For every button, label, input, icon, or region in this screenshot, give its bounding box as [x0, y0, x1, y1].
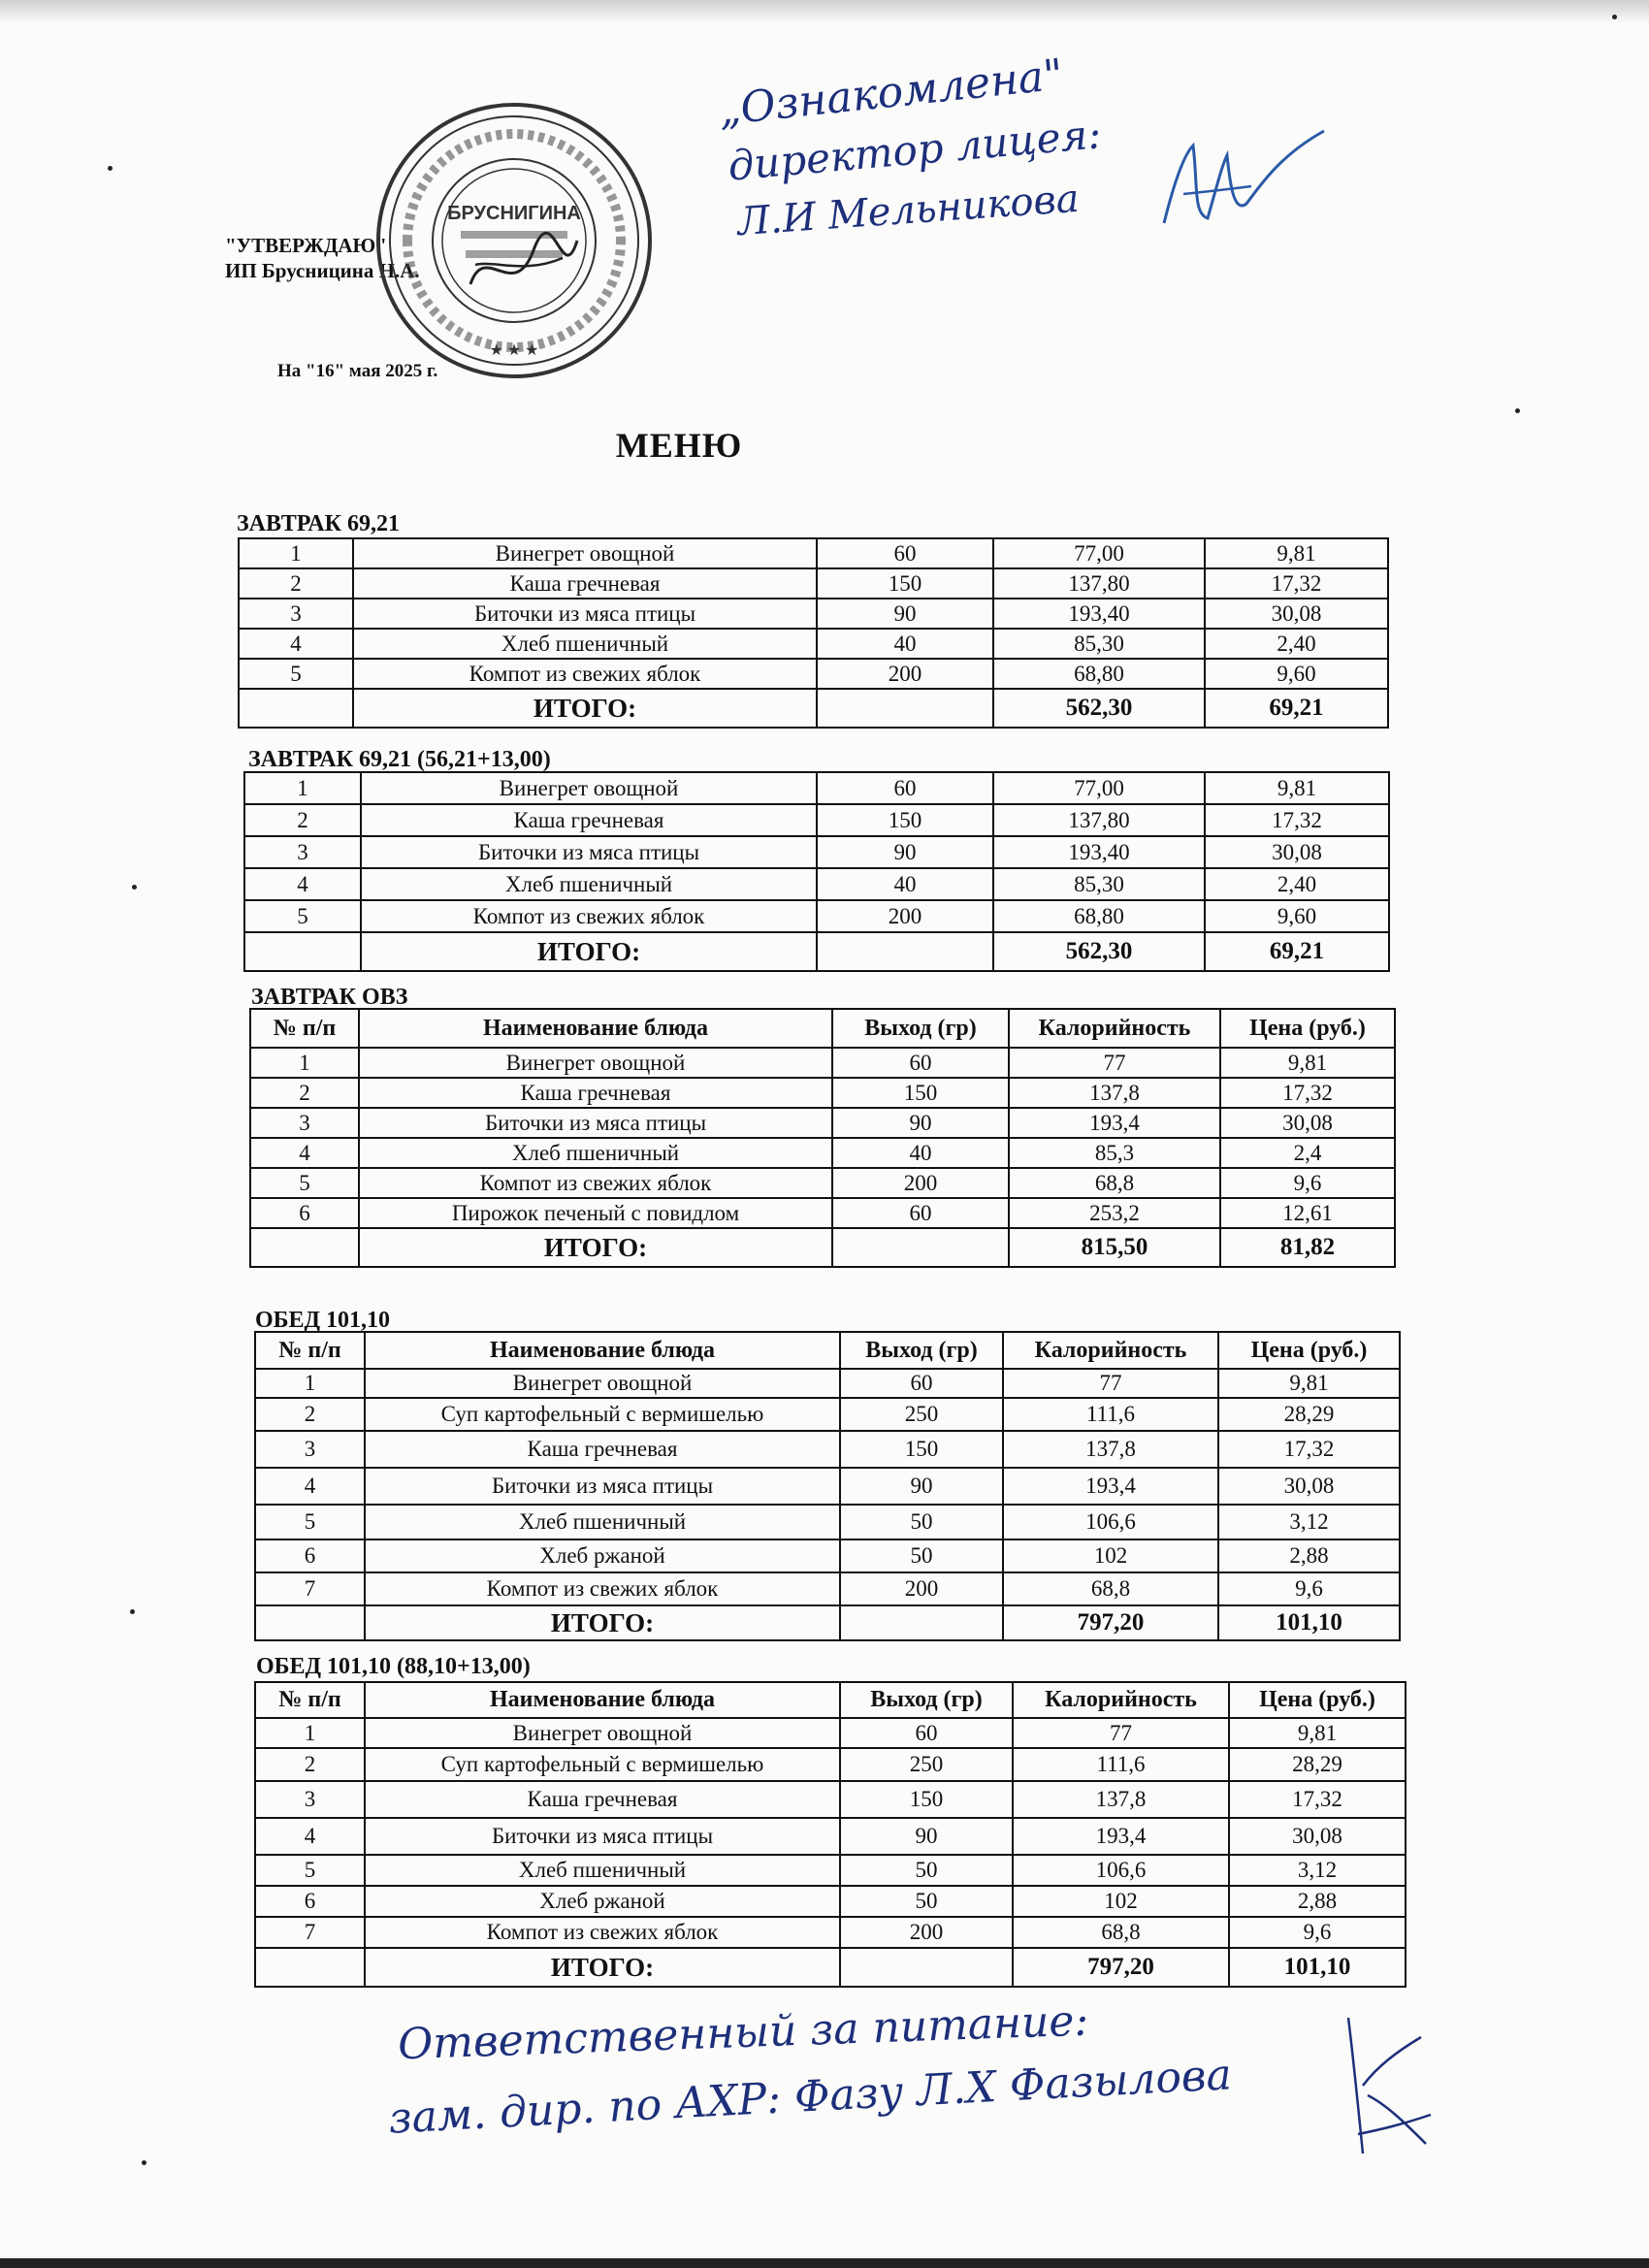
table-cell: 12,61 [1220, 1198, 1395, 1228]
round-stamp [369, 95, 660, 386]
table-cell [840, 1948, 1013, 1987]
table-row [239, 599, 1388, 629]
table-cell: 5 [255, 1505, 365, 1539]
table-cell: 4 [250, 1138, 359, 1168]
hand-footer-line-2: зам. дир. по АХР: Фазу Л.Х Фазылова [387, 2050, 1233, 2144]
table-cell: 85,30 [993, 629, 1205, 659]
table-header-cell: Калорийность [1003, 1332, 1218, 1369]
table-row [250, 1138, 1395, 1168]
table-cell: 3 [239, 599, 353, 629]
table-cell: 200 [817, 659, 993, 689]
table-cell: Винегрет овощной [359, 1048, 832, 1078]
scan-edge-top [0, 0, 1649, 23]
table-cell: 60 [840, 1369, 1003, 1398]
table-cell: 9,6 [1218, 1572, 1400, 1605]
table-cell: 9,81 [1229, 1718, 1406, 1748]
table-cell: ИТОГО: [359, 1228, 832, 1267]
table-cell: 137,8 [1009, 1078, 1220, 1108]
table-cell: Суп картофельный с вермишелью [365, 1748, 840, 1781]
menu-table-breakfast [238, 537, 1389, 729]
table-cell: 253,2 [1009, 1198, 1220, 1228]
table-cell: 200 [832, 1168, 1009, 1198]
table-header-cell: Наименование блюда [359, 1009, 832, 1048]
table-cell: 2 [244, 804, 361, 836]
svg-text:★ ★ ★: ★ ★ ★ [489, 342, 539, 359]
table-cell: Хлеб ржаной [365, 1886, 840, 1917]
table-cell: 150 [840, 1431, 1003, 1468]
menu-table-breakfast-ovz [249, 1008, 1396, 1268]
table-cell: 3,12 [1218, 1505, 1400, 1539]
table-cell: 30,08 [1220, 1108, 1395, 1138]
total-row [250, 1228, 1395, 1267]
table-cell: Хлеб ржаной [365, 1539, 840, 1572]
table-cell: 3 [250, 1108, 359, 1138]
table-cell: 9,81 [1220, 1048, 1395, 1078]
table-cell: 3,12 [1229, 1855, 1406, 1886]
table-cell: 1 [255, 1369, 365, 1398]
table-cell: Хлеб пшеничный [365, 1505, 840, 1539]
table-cell: 17,32 [1229, 1781, 1406, 1818]
scan-speck [1515, 408, 1520, 413]
table-cell: 193,4 [1003, 1468, 1218, 1505]
table-cell: 17,32 [1220, 1078, 1395, 1108]
table-cell: Компот из свежих яблок [365, 1572, 840, 1605]
table-cell: 2 [255, 1398, 365, 1431]
table-cell: 2,40 [1205, 868, 1389, 900]
table-row [250, 1048, 1395, 1078]
table-cell: 69,21 [1205, 689, 1388, 728]
table-cell: Каша гречневая [365, 1781, 840, 1818]
scan-edge-bottom [0, 2258, 1649, 2268]
table-cell: 17,32 [1218, 1431, 1400, 1468]
table-cell: Каша гречневая [365, 1431, 840, 1468]
table-cell: Компот из свежих яблок [359, 1168, 832, 1198]
table-cell: 50 [840, 1505, 1003, 1539]
menu-table-lunch [254, 1331, 1401, 1641]
table-cell: 68,8 [1009, 1168, 1220, 1198]
table-cell: 4 [244, 868, 361, 900]
table-cell: 40 [817, 629, 993, 659]
table-cell: ИТОГО: [353, 689, 817, 728]
table-cell: 50 [840, 1855, 1013, 1886]
page-title: МЕНЮ [615, 426, 743, 465]
table-cell [255, 1605, 365, 1640]
table-cell: 90 [840, 1468, 1003, 1505]
table-cell: 7 [255, 1917, 365, 1948]
table-cell: 28,29 [1229, 1748, 1406, 1781]
table-cell: 17,32 [1205, 804, 1389, 836]
table-cell: 30,08 [1205, 836, 1389, 868]
table-row [239, 659, 1388, 689]
table-cell: 2 [239, 568, 353, 599]
table-cell: 250 [840, 1748, 1013, 1781]
table-cell: 5 [244, 900, 361, 932]
table-cell: 150 [817, 568, 993, 599]
table-cell: 81,82 [1220, 1228, 1395, 1267]
table-cell: 77 [1013, 1718, 1229, 1748]
scan-speck [132, 885, 137, 890]
hand-line-3: Л.И Мельникова [735, 176, 1081, 245]
table-cell: 60 [832, 1198, 1009, 1228]
table-row [250, 1078, 1395, 1108]
table-cell: 111,6 [1003, 1398, 1218, 1431]
table-cell: Биточки из мяса птицы [361, 836, 817, 868]
table-cell: 40 [832, 1138, 1009, 1168]
table-cell: 17,32 [1205, 568, 1388, 599]
table-header-cell: Наименование блюда [365, 1332, 840, 1369]
table-cell: 137,80 [993, 804, 1205, 836]
table-row [255, 1748, 1406, 1781]
table-cell: 4 [255, 1818, 365, 1855]
table-cell: 102 [1003, 1539, 1218, 1572]
table-cell: 137,80 [993, 568, 1205, 599]
table-cell: 562,30 [993, 689, 1205, 728]
table-cell: Компот из свежих яблок [365, 1917, 840, 1948]
table-cell [817, 932, 993, 971]
table-cell: Каша гречневая [361, 804, 817, 836]
table-header-cell: Выход (гр) [840, 1332, 1003, 1369]
section-title-breakfast-ovz: ЗАВТРАК ОВЗ [251, 985, 408, 1010]
table-cell: 101,10 [1218, 1605, 1400, 1640]
table-cell [255, 1948, 365, 1987]
total-row [244, 932, 1389, 971]
responsible-signature [1329, 1998, 1436, 2173]
table-cell: 77,00 [993, 538, 1205, 568]
section-title-breakfast-split: ЗАВТРАК 69,21 (56,21+13,00) [248, 747, 551, 772]
table-cell: 85,30 [993, 868, 1205, 900]
table-cell: 3 [244, 836, 361, 868]
table-cell: Хлеб пшеничный [359, 1138, 832, 1168]
table-header-cell: Наименование блюда [365, 1682, 840, 1718]
table-row [255, 1505, 1400, 1539]
table-cell: 9,6 [1229, 1917, 1406, 1948]
table-row [255, 1886, 1406, 1917]
table-header-cell: Выход (гр) [840, 1682, 1013, 1718]
table-header-row [250, 1009, 1395, 1048]
menu-table-lunch-split [254, 1681, 1406, 1988]
table-row [255, 1468, 1400, 1505]
table-row [244, 804, 1389, 836]
table-cell: 60 [832, 1048, 1009, 1078]
table-cell: Компот из свежих яблок [353, 659, 817, 689]
table-cell: 85,3 [1009, 1138, 1220, 1168]
table-header-row [255, 1682, 1406, 1718]
table-cell: 30,08 [1218, 1468, 1400, 1505]
table-cell: 200 [840, 1572, 1003, 1605]
table-cell: 6 [255, 1886, 365, 1917]
table-header-cell: Цена (руб.) [1220, 1009, 1395, 1048]
table-cell: 250 [840, 1398, 1003, 1431]
table-row [255, 1718, 1406, 1748]
table-cell: 30,08 [1229, 1818, 1406, 1855]
table-row [255, 1539, 1400, 1572]
table-cell: Винегрет овощной [365, 1369, 840, 1398]
table-cell: 2,88 [1229, 1886, 1406, 1917]
handwritten-responsible [387, 1995, 1368, 2163]
stamp-name: БРУСНИГИНА [447, 203, 581, 224]
table-cell: 2 [250, 1078, 359, 1108]
table-cell: Биточки из мяса птицы [359, 1108, 832, 1138]
table-cell [244, 932, 361, 971]
table-row [255, 1398, 1400, 1431]
table-cell: 797,20 [1003, 1605, 1218, 1640]
table-cell: 77 [1009, 1048, 1220, 1078]
table-cell: 6 [255, 1539, 365, 1572]
table-cell: Хлеб пшеничный [361, 868, 817, 900]
table-cell: 150 [817, 804, 993, 836]
total-row [255, 1948, 1406, 1987]
table-cell: 2,88 [1218, 1539, 1400, 1572]
table-cell: 193,4 [1009, 1108, 1220, 1138]
table-row [250, 1198, 1395, 1228]
table-row [244, 900, 1389, 932]
table-row [244, 868, 1389, 900]
table-cell: 50 [840, 1886, 1013, 1917]
table-cell: 9,81 [1218, 1369, 1400, 1398]
table-cell: 200 [840, 1917, 1013, 1948]
approval-date: На "16" мая 2025 г. [277, 361, 438, 381]
table-row [239, 538, 1388, 568]
table-cell: 9,60 [1205, 659, 1388, 689]
table-header-row [255, 1332, 1400, 1369]
table-cell: 3 [255, 1781, 365, 1818]
section-title-lunch-split: ОБЕД 101,10 (88,10+13,00) [256, 1654, 531, 1679]
table-cell: 2,40 [1205, 629, 1388, 659]
table-cell: 9,60 [1205, 900, 1389, 932]
table-header-cell: № п/п [255, 1332, 365, 1369]
table-cell: 60 [840, 1718, 1013, 1748]
director-signature [1154, 126, 1329, 243]
table-row [250, 1108, 1395, 1138]
table-cell: 2 [255, 1748, 365, 1781]
table-header-cell: Калорийность [1013, 1682, 1229, 1718]
table-cell: 40 [817, 868, 993, 900]
table-cell: 2,4 [1220, 1138, 1395, 1168]
table-cell: 90 [817, 836, 993, 868]
table-row [250, 1168, 1395, 1198]
table-cell: 69,21 [1205, 932, 1389, 971]
table-cell [832, 1228, 1009, 1267]
table-cell: 5 [250, 1168, 359, 1198]
table-cell: 68,8 [1003, 1572, 1218, 1605]
table-cell: Винегрет овощной [361, 772, 817, 804]
table-cell: 30,08 [1205, 599, 1388, 629]
table-cell: ИТОГО: [365, 1948, 840, 1987]
table-cell: ИТОГО: [365, 1605, 840, 1640]
table-row [244, 772, 1389, 804]
table-cell: 562,30 [993, 932, 1205, 971]
table-cell: Каша гречневая [353, 568, 817, 599]
table-cell: 60 [817, 772, 993, 804]
table-cell: Пирожок печеный с повидлом [359, 1198, 832, 1228]
table-cell: 106,6 [1003, 1505, 1218, 1539]
table-cell: 797,20 [1013, 1948, 1229, 1987]
table-cell: 150 [832, 1078, 1009, 1108]
table-cell: 68,80 [993, 659, 1205, 689]
table-cell: 9,6 [1220, 1168, 1395, 1198]
table-cell: 193,4 [1013, 1818, 1229, 1855]
total-row [239, 689, 1388, 728]
table-cell: 77 [1003, 1369, 1218, 1398]
hand-line-2: директор лицея: [726, 110, 1104, 190]
table-cell: 77,00 [993, 772, 1205, 804]
approve-label: "УТВЕРЖДАЮ" [225, 234, 387, 257]
table-cell: 90 [832, 1108, 1009, 1138]
table-cell: 4 [239, 629, 353, 659]
table-row [255, 1818, 1406, 1855]
approve-person: ИП Брусницина Н.А. [225, 259, 420, 282]
table-row [255, 1781, 1406, 1818]
table-cell: 60 [817, 538, 993, 568]
table-cell: 3 [255, 1431, 365, 1468]
section-title-breakfast: ЗАВТРАК 69,21 [237, 511, 401, 536]
table-cell: ИТОГО: [361, 932, 817, 971]
scan-speck [142, 2160, 146, 2165]
table-cell [840, 1605, 1003, 1640]
table-row [255, 1572, 1400, 1605]
table-cell: 1 [255, 1718, 365, 1748]
table-cell: 102 [1013, 1886, 1229, 1917]
scan-speck [1612, 15, 1617, 19]
table-cell: 9,81 [1205, 772, 1389, 804]
table-cell [239, 689, 353, 728]
table-cell: 68,8 [1013, 1917, 1229, 1948]
section-title-lunch: ОБЕД 101,10 [255, 1308, 391, 1333]
table-cell: Хлеб пшеничный [365, 1855, 840, 1886]
scan-speck [108, 166, 113, 171]
table-cell: Винегрет овощной [353, 538, 817, 568]
table-cell: Биточки из мяса птицы [365, 1468, 840, 1505]
hand-footer-line-1: Ответственный за питание: [397, 1995, 1090, 2070]
table-row [244, 836, 1389, 868]
table-row [255, 1855, 1406, 1886]
table-cell: 90 [840, 1818, 1013, 1855]
table-header-cell: № п/п [255, 1682, 365, 1718]
table-cell: 50 [840, 1539, 1003, 1572]
table-cell: Компот из свежих яблок [361, 900, 817, 932]
table-cell: 6 [250, 1198, 359, 1228]
table-cell: Суп картофельный с вермишелью [365, 1398, 840, 1431]
table-cell: 150 [840, 1781, 1013, 1818]
table-header-cell: № п/п [250, 1009, 359, 1048]
scan-speck [130, 1609, 135, 1614]
table-cell: 815,50 [1009, 1228, 1220, 1267]
table-cell: 101,10 [1229, 1948, 1406, 1987]
table-row [255, 1431, 1400, 1468]
table-cell: 5 [239, 659, 353, 689]
table-cell: 193,40 [993, 836, 1205, 868]
table-cell: 1 [250, 1048, 359, 1078]
table-cell [250, 1228, 359, 1267]
table-cell: 4 [255, 1468, 365, 1505]
table-row [255, 1369, 1400, 1398]
table-cell: 1 [239, 538, 353, 568]
table-cell: 111,6 [1013, 1748, 1229, 1781]
table-header-cell: Калорийность [1009, 1009, 1220, 1048]
table-row [239, 629, 1388, 659]
table-cell: 5 [255, 1855, 365, 1886]
table-cell: 106,6 [1013, 1855, 1229, 1886]
table-cell: 193,40 [993, 599, 1205, 629]
table-cell: 9,81 [1205, 538, 1388, 568]
table-cell: Хлеб пшеничный [353, 629, 817, 659]
table-cell: 90 [817, 599, 993, 629]
table-cell [817, 689, 993, 728]
table-header-cell: Цена (руб.) [1218, 1332, 1400, 1369]
table-row [255, 1917, 1406, 1948]
table-cell: 200 [817, 900, 993, 932]
table-cell: 137,8 [1013, 1781, 1229, 1818]
table-cell: Каша гречневая [359, 1078, 832, 1108]
table-cell: 68,80 [993, 900, 1205, 932]
table-header-cell: Цена (руб.) [1229, 1682, 1406, 1718]
total-row [255, 1605, 1400, 1640]
menu-table-breakfast-split [243, 771, 1390, 972]
table-cell: Биточки из мяса птицы [353, 599, 817, 629]
table-cell: 28,29 [1218, 1398, 1400, 1431]
table-cell: 137,8 [1003, 1431, 1218, 1468]
hand-line-1: „Ознакомлена" [716, 49, 1066, 136]
table-cell: 1 [244, 772, 361, 804]
table-cell: Биточки из мяса птицы [365, 1818, 840, 1855]
table-row [239, 568, 1388, 599]
table-header-cell: Выход (гр) [832, 1009, 1009, 1048]
table-cell: 7 [255, 1572, 365, 1605]
table-cell: Винегрет овощной [365, 1718, 840, 1748]
